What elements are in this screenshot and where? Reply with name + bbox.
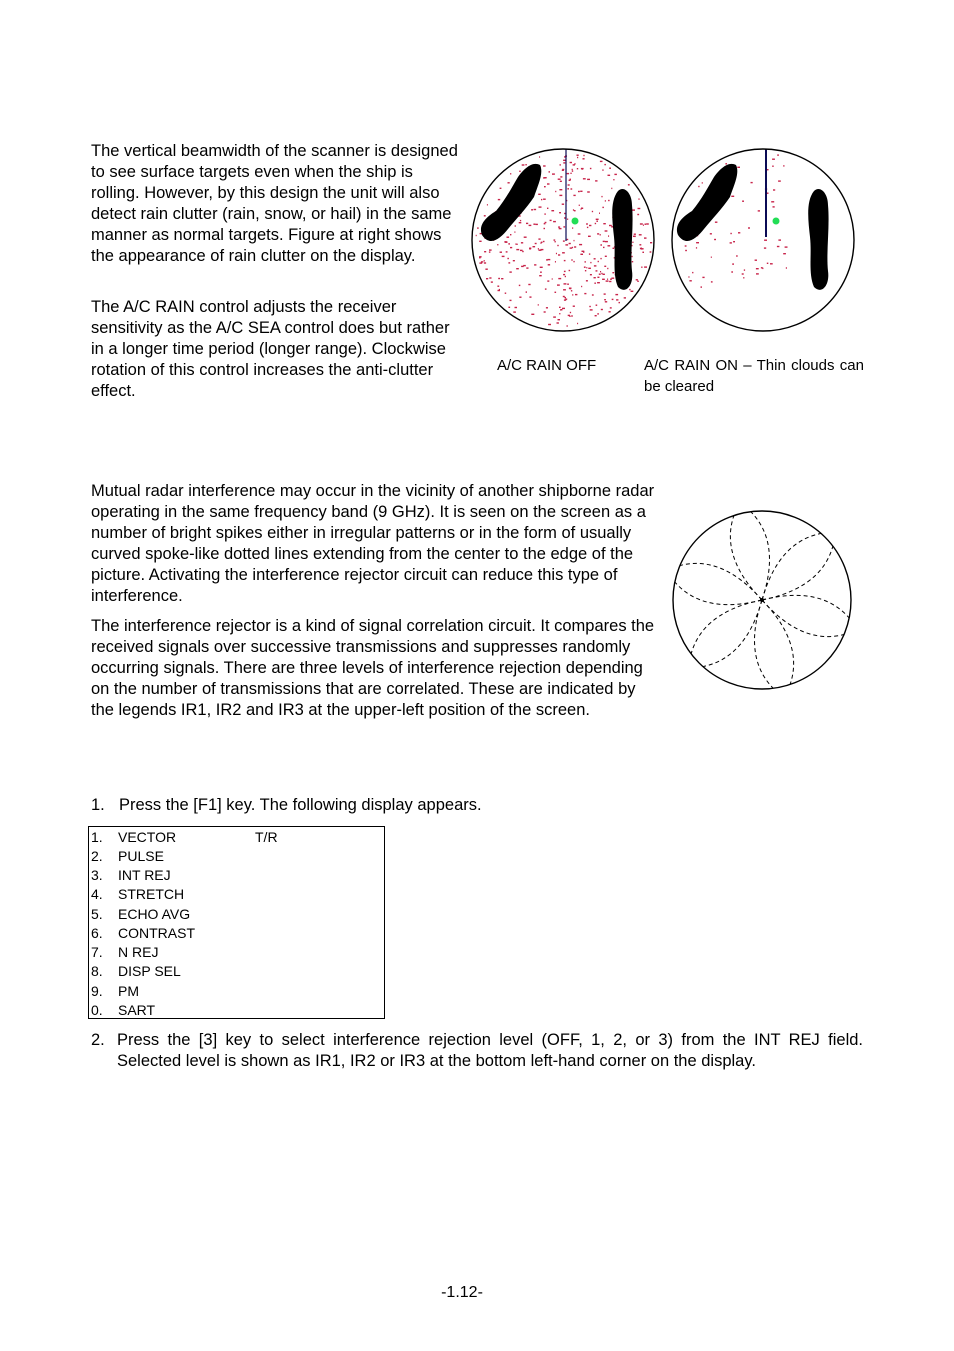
step-1-text: Press the [F1] key. The following display appears. (119, 796, 482, 814)
step-1-number: 1. (91, 796, 105, 814)
menu-item-number: 7. (91, 944, 103, 960)
menu-item-number: 0. (91, 1002, 103, 1018)
menu-item-label: INT REJ (118, 867, 171, 883)
interference-spoke (670, 563, 762, 604)
menu-item-number: 2. (91, 848, 103, 864)
land-echo-left (677, 164, 737, 241)
menu-item-label: PULSE (118, 848, 164, 864)
menu-item-number: 5. (91, 906, 103, 922)
land-echo-right (808, 189, 828, 290)
menu-item-number: 9. (91, 983, 103, 999)
radar-rain-off-figure (470, 147, 656, 333)
menu-item-number: 6. (91, 925, 103, 941)
own-ship-marker (773, 218, 780, 225)
interference-spoke (730, 510, 769, 600)
step-2-number: 2. (91, 1031, 105, 1049)
center-dot (760, 598, 764, 602)
interference-spoke (689, 600, 762, 668)
menu-item-value: T/R (255, 829, 278, 845)
menu-item-number: 8. (91, 963, 103, 979)
menu-item-label: SART (118, 1002, 156, 1018)
interference-paragraph-2: The interference rejector is a kind of signal correlation circuit. It compares the received signals over successive transmissions and suppresses randomly occurring signals. There are three levels of interference rejection depending on the number of transmissions that are correlated. These are indicated by the legends IR1, IR2 and IR3 at the upper-left position of the screen. (91, 617, 655, 719)
radar-rain-on-figure (670, 147, 856, 333)
menu-item-label: PM (118, 983, 139, 999)
menu-item-label: DISP SEL (118, 963, 181, 979)
caption-rain-off: A/C RAIN OFF (497, 357, 597, 374)
interference-spoke (755, 600, 794, 692)
menu-item-label: CONTRAST (118, 925, 195, 941)
menu-item-label: STRETCH (118, 886, 185, 902)
caption-rain-on: A/C RAIN ON – Thin clouds can be cleared (644, 357, 864, 395)
rain-paragraph-1: The vertical beamwidth of the scanner is designed to see surface targets even when the ship is rolling. However, by this design the unit will also detect rain clutter (rain, snow, or hail) in the same manner as normal targets. Figure at right shows the appearance of rain clutter on the display. (91, 142, 458, 265)
page-number: -1.12- (441, 1284, 483, 1301)
menu-item-number: 4. (91, 886, 103, 902)
land-echo-right (612, 189, 632, 290)
menu-item-number: 1. (91, 829, 103, 845)
menu-item-label: ECHO AVG (118, 906, 191, 922)
step-2-text: Press the [3] key to select interference rejection level (OFF, 1, 2, or 3) from the INT REJ field. Selected level is shown as IR1, IR2 or IR3 at the bottom left-hand corner on the display. (117, 1031, 863, 1070)
interference-paragraph-1: Mutual radar interference may occur in the vicinity of another shipborne radar operating in the same frequency band (9 GHz). It is seen on the screen as a number of bright spikes either in irregular patterns or in the form of usually curved spoke-like dotted lines extending from the center to the edge of the picture. Activating the interference rejector circuit can reduce this type of interference. (91, 482, 655, 605)
menu-item-label: VECTOR (118, 829, 177, 845)
interference-spoke (762, 532, 835, 600)
interference-figure (670, 510, 856, 692)
function-menu-display (88, 826, 385, 1019)
own-ship-marker (572, 218, 579, 225)
menu-item-number: 3. (91, 867, 103, 883)
land-echo-left (481, 164, 541, 241)
rain-paragraph-2: The A/C RAIN control adjusts the receiver sensitivity as the A/C SEA control does but rather in a longer time period (longer range). Clockwise rotation of this control increases the anti-clutter effect. (91, 298, 450, 400)
menu-item-label: N REJ (118, 944, 159, 960)
